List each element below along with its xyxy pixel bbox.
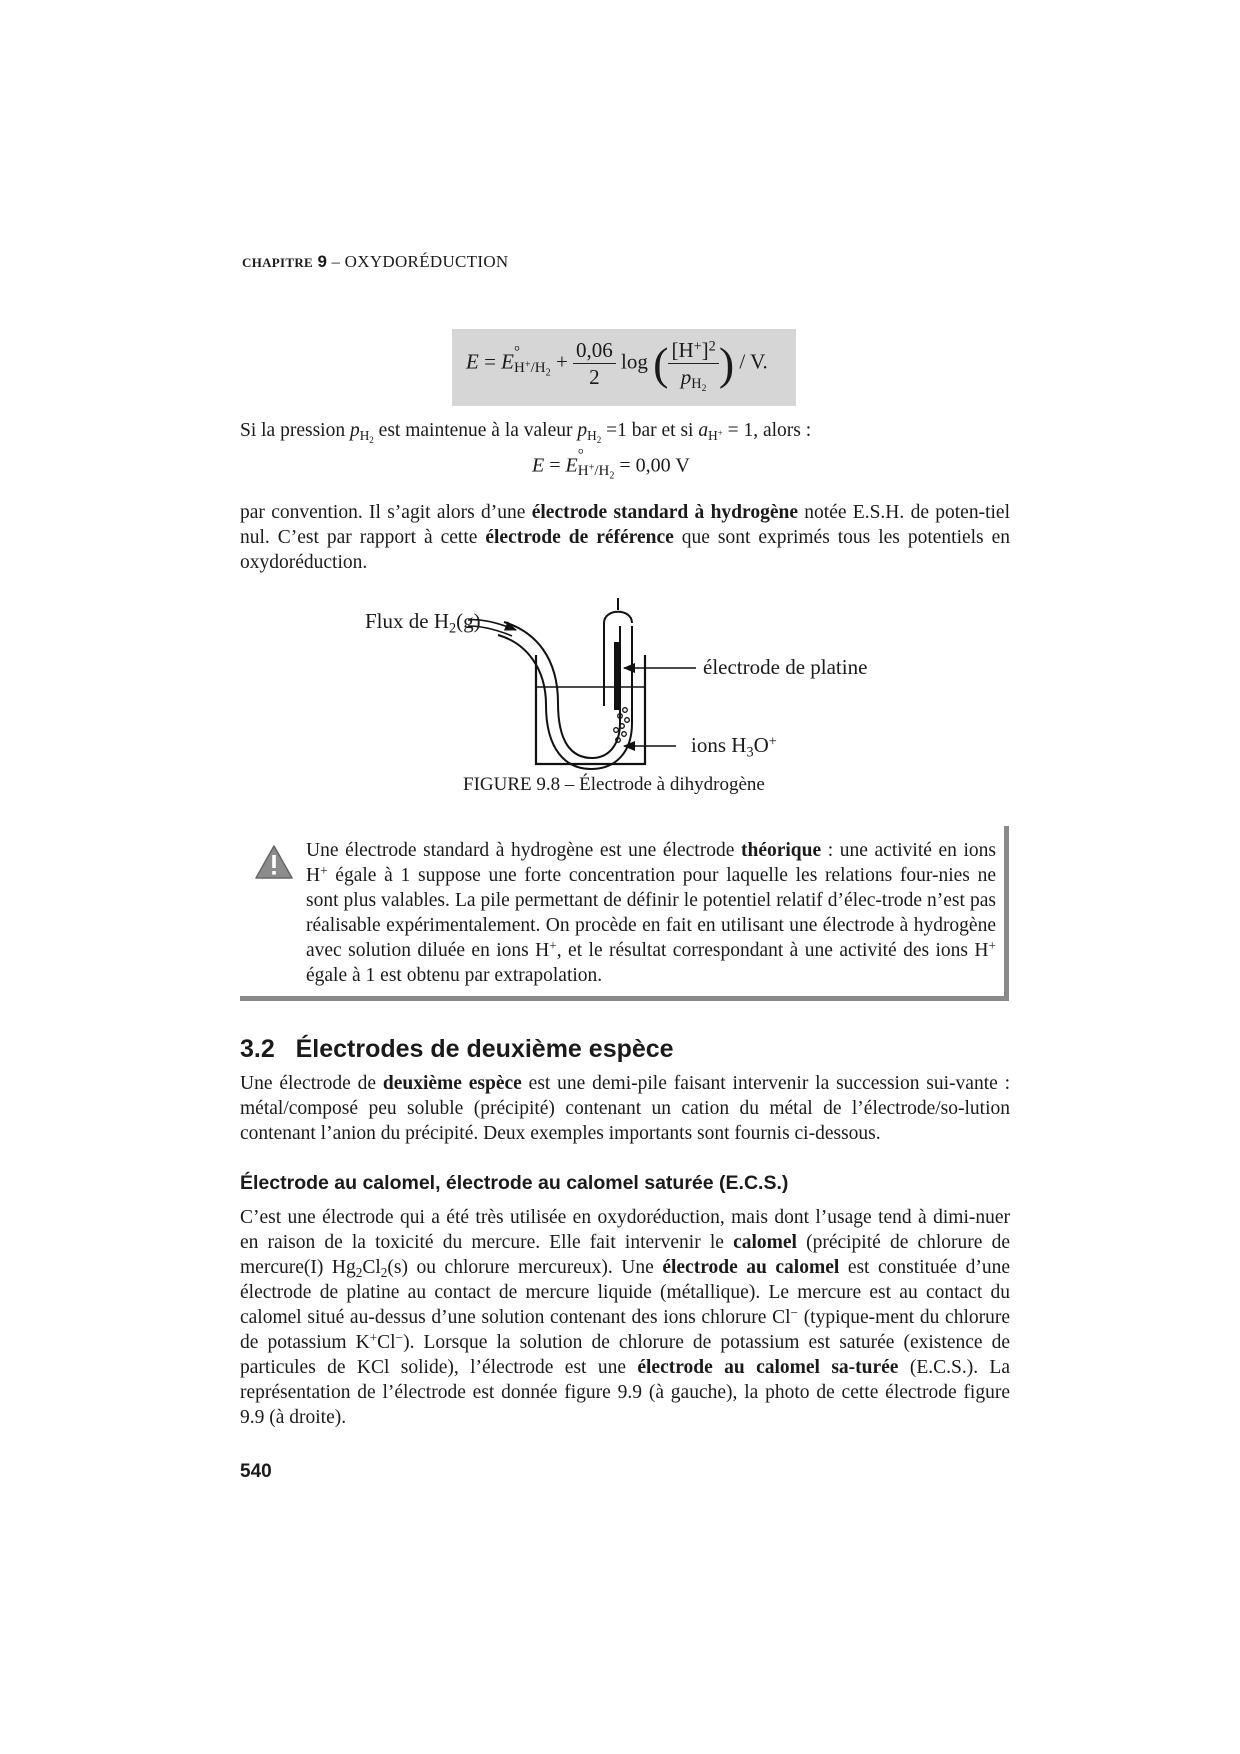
- term-deuxieme-espece: deuxième espèce: [382, 1073, 522, 1094]
- paragraph-calomel: C’est une électrode qui a été très utilisée en oxydoréduction, mais dont l’usage tend à dimi-nuer en raison de la toxicité du mercure. Elle fait intervenir le calomel (précipité de chlorure de mercure(I) $Hg_2Cl_2(s)$ ou chlorure mercureux). Une électrode au calomel est constituée d’une électrode de platine au contact de mercure liquide (métallique). Le mercure est au contact du calomel situé au-dessus d’une solution contenant des ions chlorure Cl− (typique-ment du chlorure de potassium K+Cl−). Lorsque la solution de chlorure de potassium est saturée (existence de particules de KCl solide), l’électrode est une électrode au calomel sa-turée (E.C.S.). La représentation de l’électrode est donnée figure 9.9 (à gauche), la photo de cette électrode figure 9.9 (à droite).: [240, 1207, 1010, 1428]
- concentration-exponent: 2: [708, 338, 716, 355]
- callout-frame-right: [1004, 826, 1009, 1000]
- section-heading: [240, 1035, 674, 1064]
- standard-potential-equation: E = E ° $H^+/H_2$ = 0,00 V: [532, 447, 690, 482]
- paragraph-esh: par convention. Il s’agit alors d’une électrode standard à hydrogène notée E.S.H. de poten-tiel nul. C’est par rapport à cette électrode de référence que sont exprimés tous les potentiels en oxydoréduction.: [240, 502, 1011, 573]
- unit-label: / V.: [739, 349, 768, 374]
- paragraph-pressure: Si la pression $p_{H_2}$ est maintenue à la valeur $p_{H_2} =1$ bar et si $a_{H^+} = 1$, alors :: [240, 420, 812, 446]
- hydrogen-bubbles: [614, 708, 630, 743]
- header-separator: –: [331, 252, 341, 271]
- nernst-equation: E = E ° $H^+/H_2$ + $\frac{0,06}{2}$ log ( $\frac{[H^+]^2}{p_{H_2}}$ ) / V.: [466, 337, 768, 395]
- callout-text: Une électrode standard à hydrogène est une électrode théorique : une activité en ions H+ égale à 1 suppose une forte concentration pour laquelle les relations four-nies ne sont plus valables. La pile permettant de définir le potentiel relatif d’élec-trode n’est pas réalisable expérimentalement. On procède en fait en utilisant une électrode à hydrogène avec solution diluée en ions H+, et le résultat correspondant à une activité des ions H+ égale à 1 est obtenu par extrapolation.: [306, 840, 997, 986]
- subsection-heading: Électrode au calomel, électrode au calomel saturée (E.C.S.): [240, 1172, 789, 1194]
- paragraph-second-kind: Une électrode de deuxième espèce est une demi-pile faisant intervenir la succession sui-vante : métal/composé peu soluble (précipité) contenant un cation du métal de l’électrode/so-lution contenant l’anion du précipité. Deux exemples importants sont fournis ci-dessous.: [240, 1073, 1011, 1144]
- term-theorique: théorique: [740, 840, 822, 861]
- term-calomel: calomel: [733, 1232, 797, 1253]
- fraction-numerator: 0,06: [573, 338, 616, 364]
- fraction-denominator: 2: [589, 364, 600, 389]
- chapter-number: 9: [317, 252, 328, 271]
- chapter-title: OXYDORÉDUCTION: [344, 252, 509, 271]
- beaker-outline: [536, 655, 645, 764]
- term-ecs: électrode au calomel sa-turée: [637, 1357, 899, 1378]
- log-argument: $\frac{[H^+]^2}{p_{H_2}}$: [668, 338, 718, 390]
- concentration-label: [H: [671, 337, 694, 362]
- figure-label-platine: électrode de platine: [703, 655, 868, 679]
- running-header: [242, 252, 508, 272]
- chapter-word: CHAPITRE: [242, 255, 314, 270]
- figure-label-ions: ions $H_3O^+$: [691, 733, 777, 761]
- gas-tube-outer: [504, 622, 620, 758]
- section-number: 3.2: [240, 1035, 275, 1063]
- callout-frame-bottom: [240, 996, 1009, 1001]
- term-reference-electrode: électrode de référence: [485, 527, 674, 548]
- fraction: [573, 338, 616, 390]
- platinum-electrode: [614, 642, 619, 710]
- page-number: 540: [240, 1461, 272, 1482]
- formula-box: [452, 329, 796, 406]
- term-electrode-calomel: électrode au calomel: [662, 1257, 840, 1278]
- standard-potential-value: = 0,00 V: [619, 454, 690, 477]
- warning-icon: [254, 844, 294, 880]
- figure-caption: [463, 774, 765, 796]
- figure-caption-word: FIGURE: [463, 774, 532, 795]
- log-operator: log: [621, 349, 648, 374]
- figure-label-flux: Flux de $H_2(g)$: [365, 609, 481, 637]
- warning-callout: [240, 826, 1010, 1001]
- figure-caption-text: 9.8 – Électrode à dihydrogène: [536, 774, 765, 795]
- section-title: Électrodes de deuxième espèce: [295, 1035, 674, 1063]
- term-esh: électrode standard à hydrogène: [531, 502, 798, 523]
